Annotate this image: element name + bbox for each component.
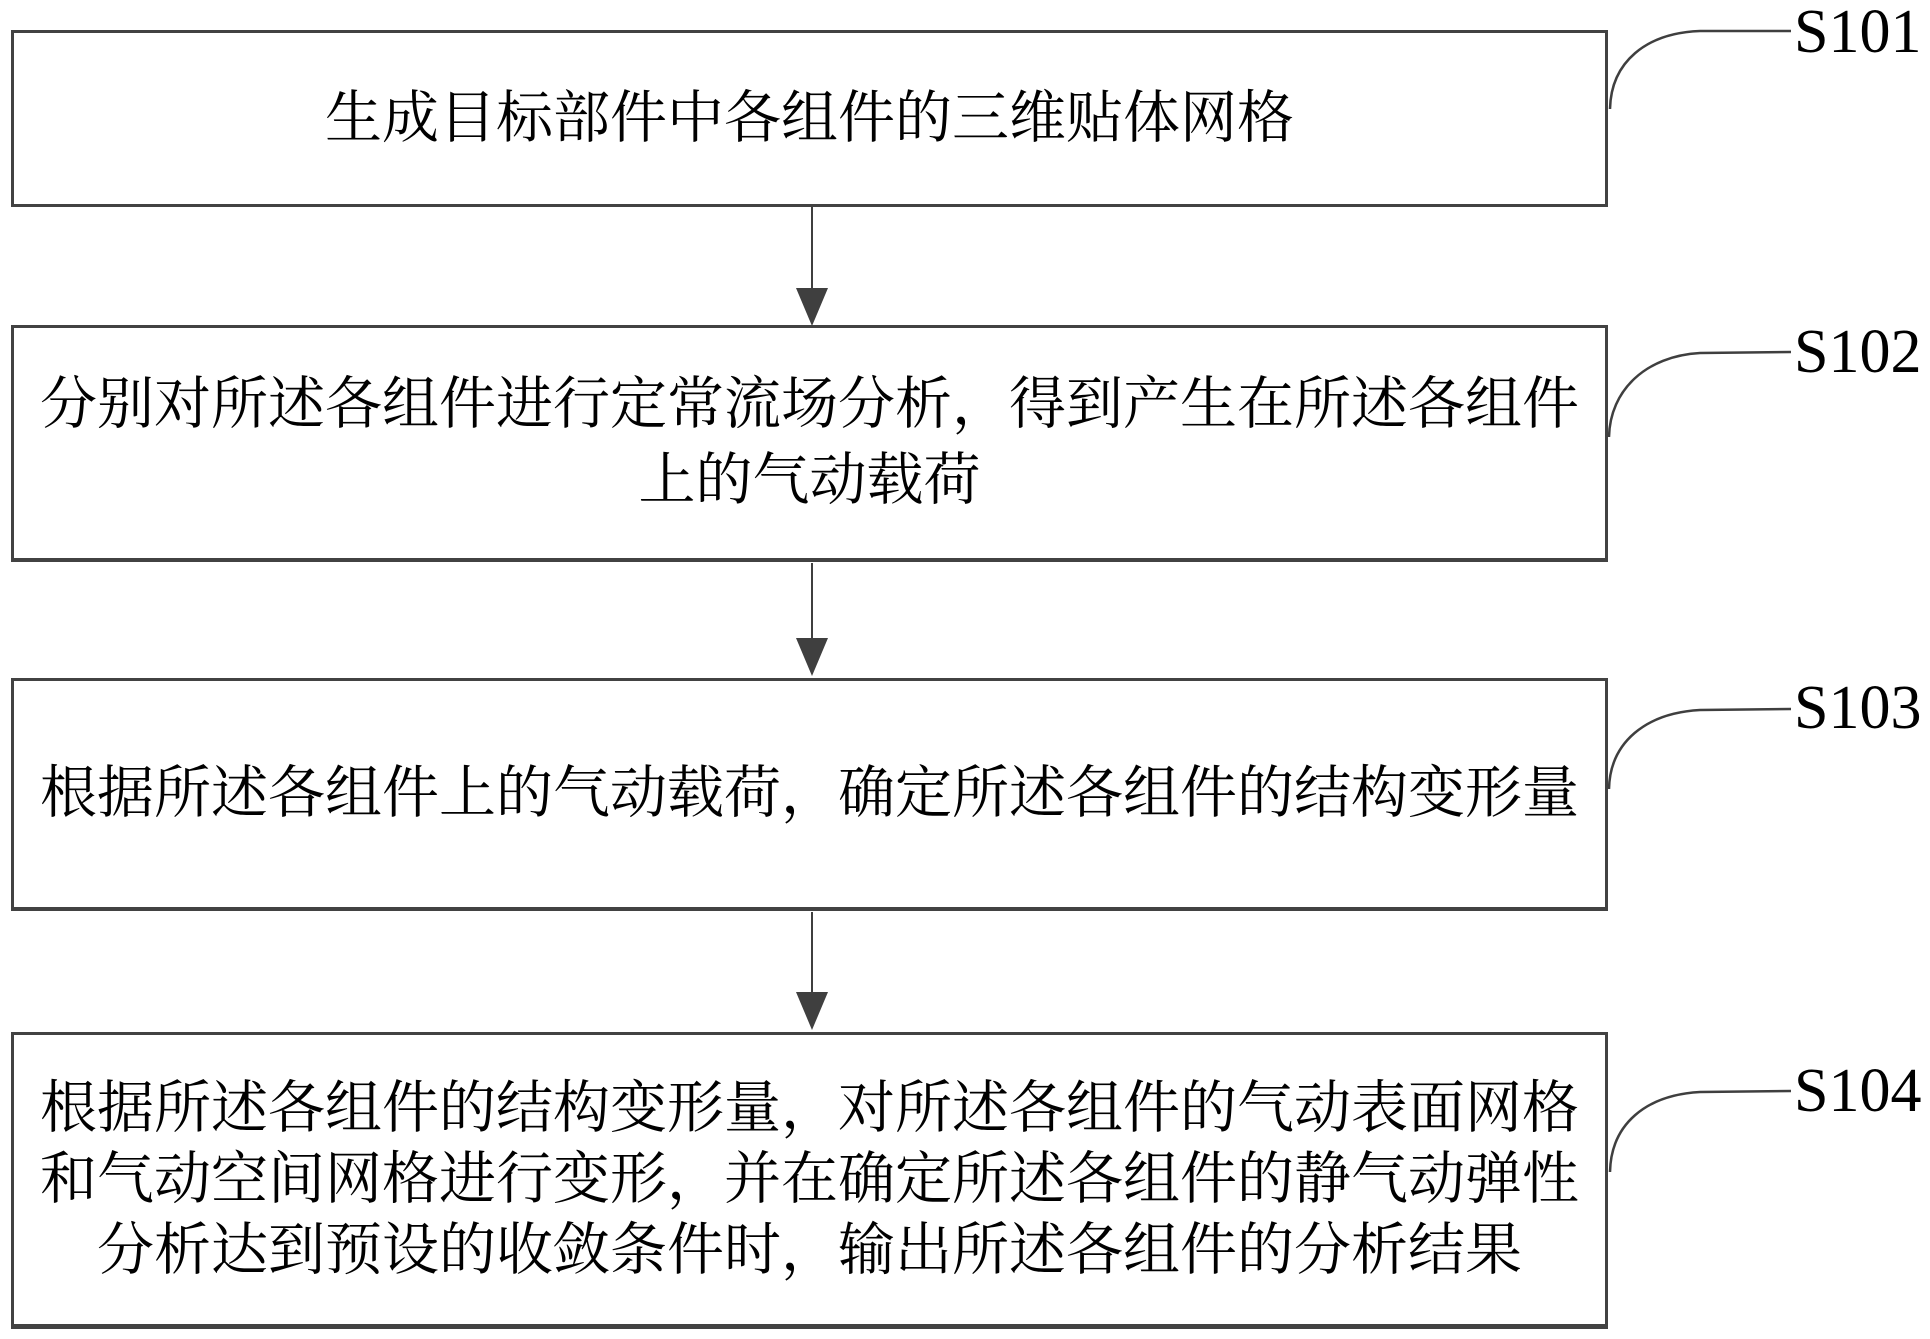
step-text-line: 上的气动载荷 (638, 449, 981, 512)
flow-arrow-head-icon (796, 638, 828, 676)
step-text-line: 根据所述各组件的结构变形量，对所述各组件的气动表面网格 (40, 1077, 1579, 1140)
step-box-s104 (11, 1032, 1608, 1329)
step-text-line: 分别对所述各组件进行定常流场分析，得到产生在所述各组件 (40, 373, 1579, 436)
step-box-s103 (11, 678, 1608, 911)
flow-arrow-stem (811, 912, 813, 994)
step-text-line: 和气动空间网格进行变形，并在确定所述各组件的静气动弹性 (40, 1148, 1579, 1211)
leader-line-s102 (1609, 352, 1791, 437)
flow-arrow-head-icon (796, 992, 828, 1030)
leader-line-s103 (1609, 709, 1791, 789)
leader-line-s104 (1610, 1091, 1791, 1172)
step-label-s102: S102 (1794, 318, 1922, 386)
flow-arrow-stem (811, 207, 813, 291)
step-text-line: 根据所述各组件上的气动载荷，确定所述各组件的结构变形量 (40, 762, 1579, 825)
step-label-s101: S101 (1794, 0, 1922, 66)
step-text-line: 分析达到预设的收敛条件时，输出所述各组件的分析结果 (97, 1219, 1522, 1282)
flow-arrow-head-icon (796, 288, 828, 326)
step-label-s104: S104 (1794, 1057, 1922, 1125)
step-box-s102 (11, 325, 1608, 562)
step-label-s103: S103 (1794, 674, 1922, 742)
leader-line-s101 (1610, 31, 1791, 109)
flow-arrow-stem (811, 563, 813, 641)
step-box-s101 (11, 30, 1608, 207)
step-text-line: 生成目标部件中各组件的三维贴体网格 (325, 86, 1294, 150)
